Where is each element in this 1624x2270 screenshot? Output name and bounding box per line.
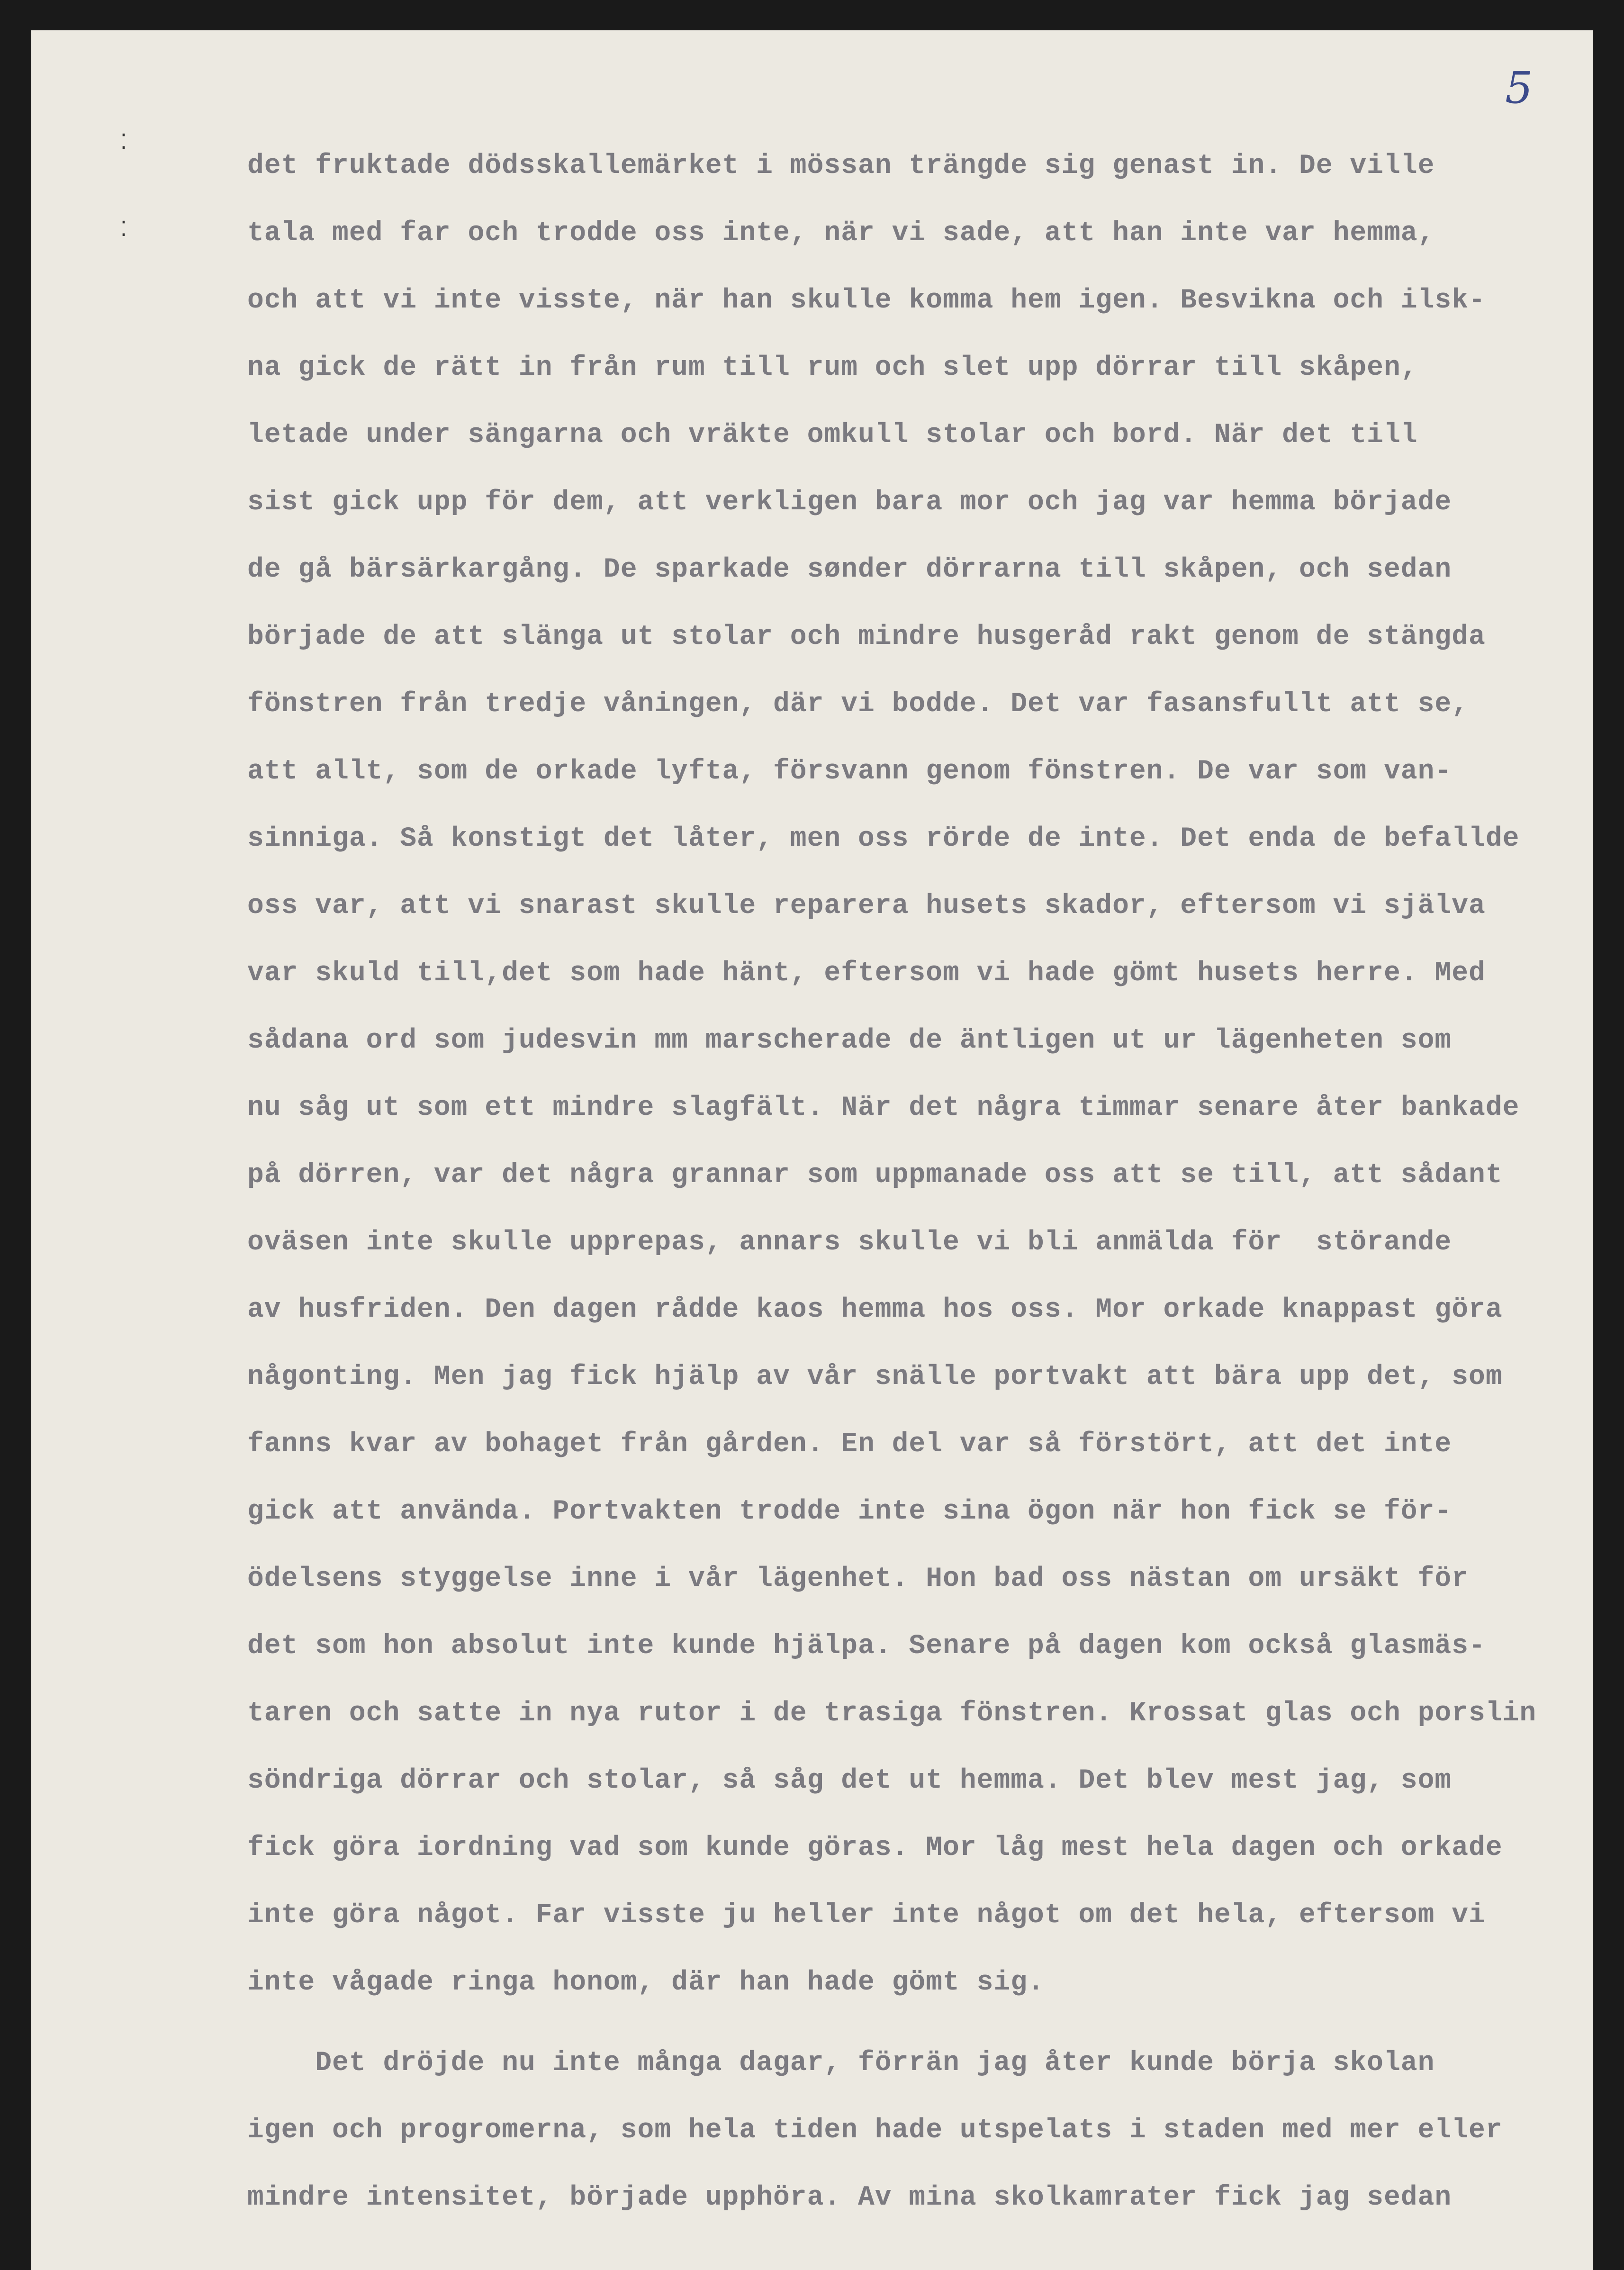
text-line: och att vi inte visste, när han skulle komma hem igen. Besvikna och ilsk- — [247, 285, 1486, 316]
text-line: mindre intensitet, började upphöra. Av mina skolkamrater fick jag sedan — [247, 2182, 1452, 2213]
text-line: att allt, som de orkade lyfta, försvann genom fönstren. De var som van- — [247, 756, 1452, 787]
text-line: fönstren från tredje våningen, där vi bodde. Det var fasansfullt att se, — [247, 689, 1469, 720]
text-line: på dörren, var det några grannar som uppmanade oss att se till, att sådant — [247, 1160, 1503, 1191]
page-number: 5 — [1505, 63, 1533, 113]
text-line: fick göra iordning vad som kunde göras. Mor låg mest hela dagen och orkade — [247, 1833, 1503, 1863]
text-line: oss var, att vi snarast skulle reparera husets skador, eftersom vi själva — [247, 891, 1486, 922]
text-line: det som hon absolut inte kunde hjälpa. Senare på dagen kom också glasmäs- — [247, 1631, 1486, 1662]
punch-mark-icon: ⁚ — [120, 217, 127, 241]
text-line: igen och progromerna, som hela tiden hade utspelats i staden med mer eller — [247, 2115, 1503, 2146]
text-line: sist gick upp för dem, att verkligen bara mor och jag var hemma började — [247, 487, 1452, 518]
text-line: letade under sängarna och vräkte omkull stolar och bord. När det till — [247, 420, 1418, 451]
text-line: började de att slänga ut stolar och mindre husgeråd rakt genom de stängda — [247, 622, 1486, 652]
text-line: av husfriden. Den dagen rådde kaos hemma hos oss. Mor orkade knappast göra — [247, 1294, 1503, 1325]
text-line: Det dröjde nu inte många dagar, förrän jag åter kunde börja skolan — [247, 2048, 1435, 2079]
text-line: taren och satte in nya rutor i de trasiga fönstren. Krossat glas och porslin — [247, 1698, 1537, 1729]
punch-mark-icon: ⁚ — [120, 130, 127, 154]
document-page — [31, 30, 1593, 2270]
text-line: var skuld till,det som hade hänt, eftersom vi hade gömt husets herre. Med — [247, 958, 1486, 989]
text-line: fanns kvar av bohaget från gården. En del var så förstört, att det inte — [247, 1429, 1452, 1460]
text-line: sådana ord som judesvin mm marscherade de äntligen ut ur lägenheten som — [247, 1025, 1452, 1056]
text-line: oväsen inte skulle upprepas, annars skulle vi bli anmälda för störande — [247, 1227, 1452, 1258]
text-line: någonting. Men jag fick hjälp av vår snälle portvakt att bära upp det, som — [247, 1362, 1503, 1393]
text-line: tala med far och trodde oss inte, när vi sade, att han inte var hemma, — [247, 218, 1435, 249]
text-line: gick att använda. Portvakten trodde inte sina ögon när hon fick se för- — [247, 1496, 1452, 1527]
text-line: sinniga. Så konstigt det låter, men oss rörde de inte. Det enda de befallde — [247, 823, 1520, 854]
text-line: na gick de rätt in från rum till rum och slet upp dörrar till skåpen, — [247, 353, 1418, 383]
text-line: ödelsens styggelse inne i vår lägenhet. Hon bad oss nästan om ursäkt för — [247, 1564, 1469, 1594]
text-line: inte vågade ringa honom, där han hade gömt sig. — [247, 1967, 1045, 1998]
text-line: de gå bärsärkargång. De sparkade sønder dörrarna till skåpen, och sedan — [247, 554, 1452, 585]
text-line: det fruktade dödsskallemärket i mössan trängde sig genast in. De ville — [247, 151, 1435, 181]
text-line: inte göra något. Far visste ju heller inte något om det hela, eftersom vi — [247, 1900, 1486, 1931]
text-line: nu såg ut som ett mindre slagfält. När det några timmar senare åter bankade — [247, 1093, 1520, 1123]
text-line: söndriga dörrar och stolar, så såg det ut hemma. Det blev mest jag, som — [247, 1765, 1452, 1796]
